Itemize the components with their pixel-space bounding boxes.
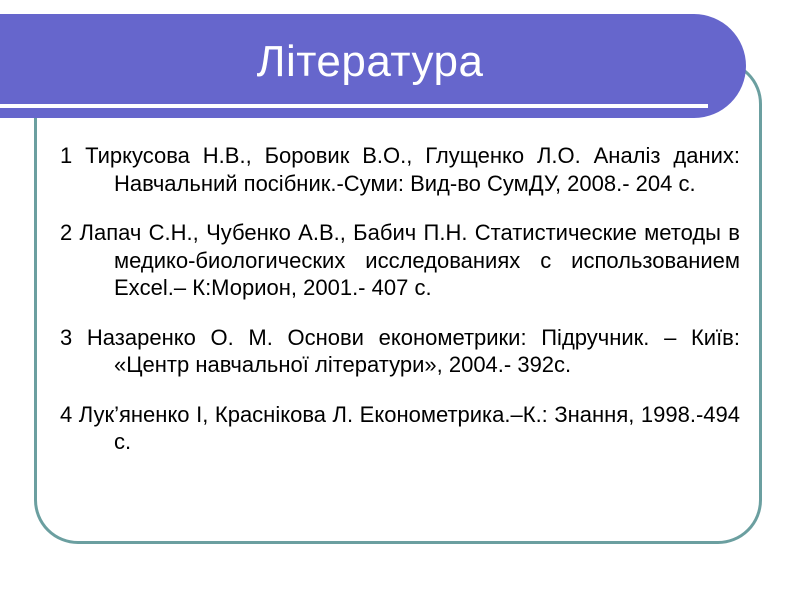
reference-list [60,142,740,464]
reference-item-4: 4 Лук’яненко І, Краснікова Л. Економетрика.–К.: Знання, 1998.-494 с. [60,401,740,454]
title-underline [0,104,708,108]
reference-item-1: 1 Тиркусова Н.В., Боровик В.О., Глущенко Л.О. Аналіз даних: Навчальний посібник.-Суми: Вид-во СумДУ, 2008.- 204 с. [60,143,740,196]
slide-title: Література [256,37,484,86]
reference-item-3: 3 Назаренко О. М. Основи економетрики: Підручник. – Київ: «Центр навчальної літератури», 2004.- 392с. [60,324,740,377]
reference-item-2: 2 Лапач С.Н., Чубенко А.В., Бабич П.Н. Статистические методы в медико-биологических исследованиях с использованием Excel.– К:Морион, 2001.- 407 с. [60,220,740,300]
